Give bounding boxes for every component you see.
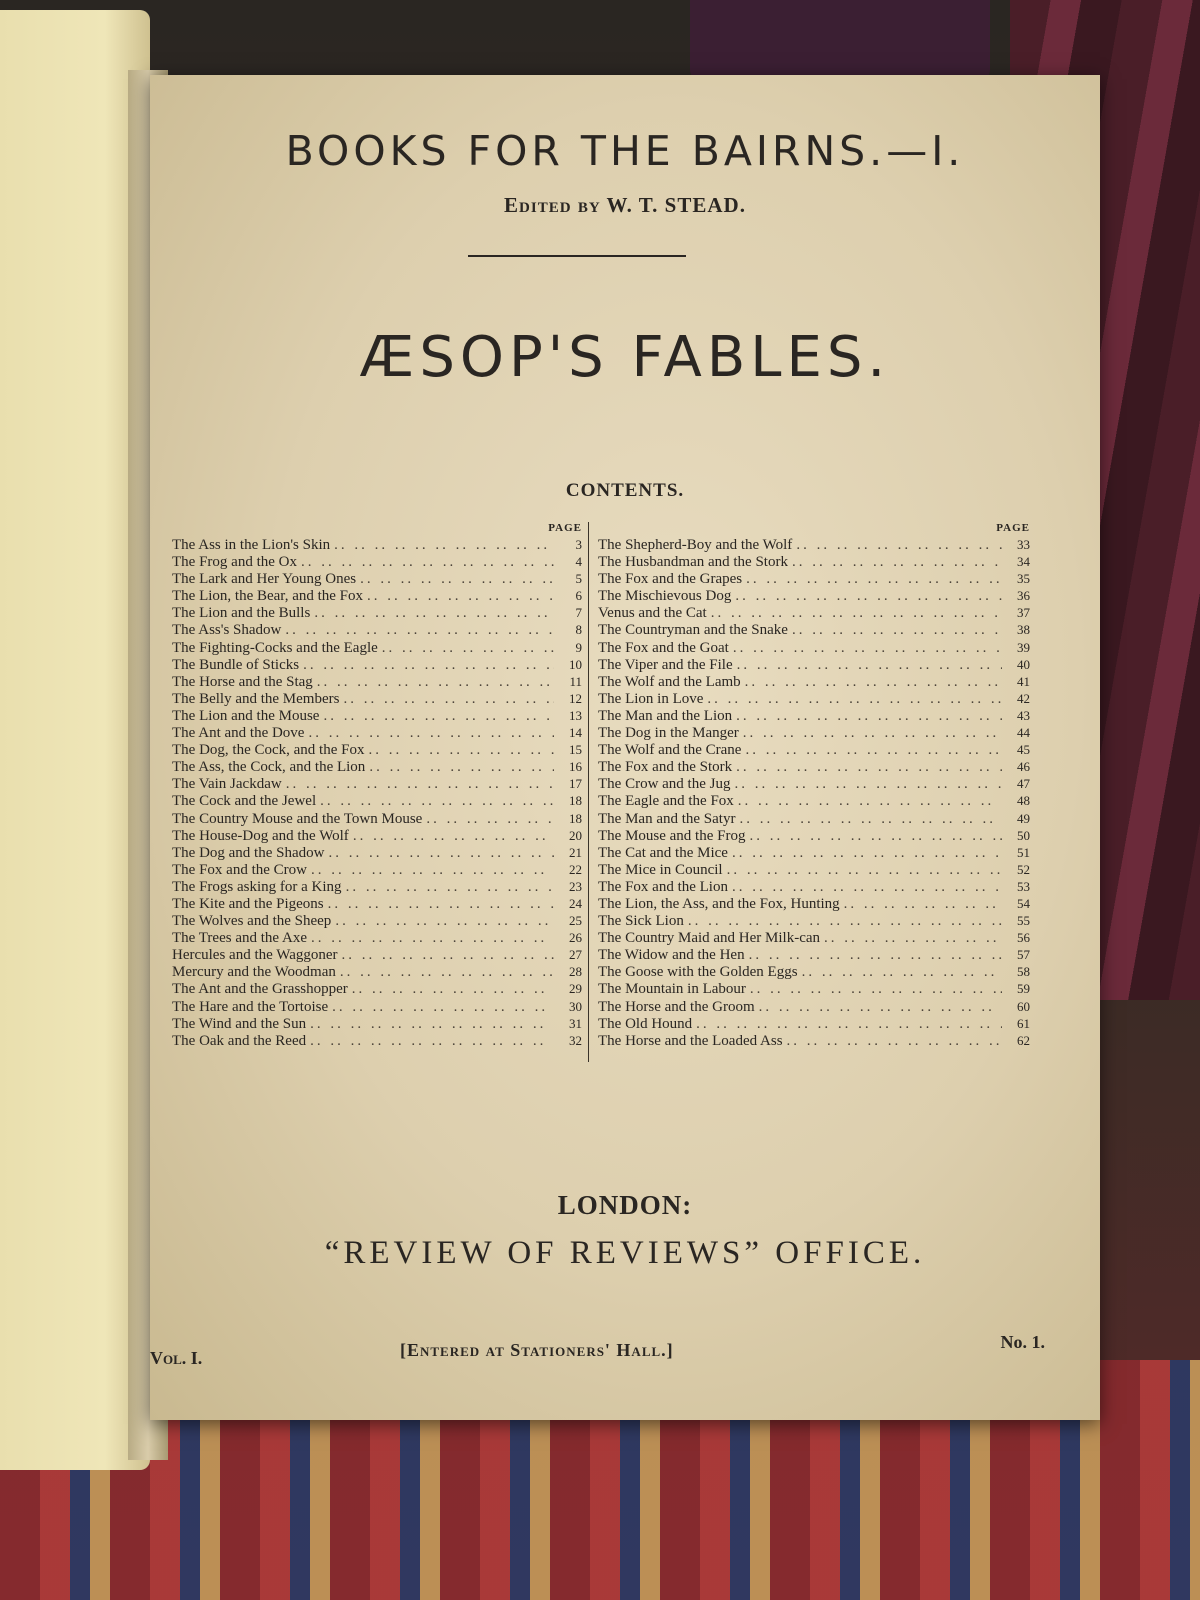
entry-page: 24	[569, 895, 582, 911]
contents-entry	[598, 946, 1030, 963]
volume-label: Vol. I.	[150, 1348, 203, 1368]
contents-entry	[598, 724, 1030, 741]
issue-number: No. 1.	[1000, 1332, 1045, 1352]
entry-page: 28	[569, 964, 582, 980]
entry-page: 10	[569, 656, 582, 672]
contents-entry	[598, 690, 1030, 707]
leader-dots	[320, 793, 554, 810]
entry-title: The House-Dog and the Wolf	[172, 827, 349, 844]
contents-entry	[172, 639, 582, 656]
contents-entry	[598, 895, 1030, 912]
contents-entry	[598, 912, 1030, 929]
leader-dots	[844, 896, 1002, 913]
contents-entry	[598, 998, 1030, 1015]
entry-page: 16	[569, 759, 582, 775]
entry-title: The Oak and the Reed	[172, 1032, 307, 1049]
page-column-label: PAGE	[996, 522, 1030, 534]
leader-dots	[310, 1033, 554, 1050]
entry-title: The Fox and the Stork	[598, 759, 733, 776]
entry-title: The Wolves and the Sheep	[172, 913, 332, 930]
leader-dots	[732, 845, 1002, 862]
leader-dots	[746, 571, 1002, 588]
entry-title: The Frog and the Ox	[172, 554, 297, 571]
entry-page: 41	[1017, 673, 1030, 689]
leader-dots	[745, 742, 1002, 759]
entry-page: 48	[1017, 793, 1030, 809]
contents-entry	[598, 604, 1030, 621]
entry-page: 33	[1017, 537, 1030, 552]
entry-title: The Ant and the Dove	[172, 725, 305, 742]
entry-title: The Cock and the Jewel	[172, 793, 317, 810]
leader-dots	[732, 879, 1002, 896]
contents-entry	[172, 980, 582, 997]
entry-title: The Frogs asking for a King	[172, 878, 342, 895]
entry-title: The Fox and the Goat	[598, 639, 729, 656]
leader-dots	[314, 605, 554, 622]
contents-entry	[598, 621, 1030, 638]
contents-entry	[172, 741, 582, 758]
entry-title: The Hare and the Tortoise	[172, 998, 329, 1015]
entry-title: The Country Maid and Her Milk-can	[598, 930, 821, 947]
leader-dots	[734, 776, 1002, 793]
contents-entry	[172, 587, 582, 604]
entry-page: 50	[1017, 827, 1030, 843]
leader-dots	[332, 999, 554, 1016]
contents-entry	[172, 998, 582, 1015]
contents-entry	[172, 724, 582, 741]
contents-entry	[598, 980, 1030, 997]
entry-title: The Ant and the Grasshopper	[172, 981, 348, 998]
leader-dots	[369, 759, 554, 776]
leader-dots	[736, 708, 1002, 725]
contents-entry	[598, 929, 1030, 946]
entry-title: The Dog and the Shadow	[172, 844, 325, 861]
contents-left-column	[172, 522, 582, 1049]
entry-title: The Lion and the Bulls	[172, 605, 311, 622]
leader-dots	[286, 776, 554, 793]
entry-title: The Fox and the Crow	[172, 861, 307, 878]
contents-entry	[172, 844, 582, 861]
leader-dots	[368, 742, 554, 759]
leader-dots	[328, 896, 554, 913]
contents-entry	[598, 792, 1030, 809]
leader-dots	[733, 640, 1002, 657]
entered-note: [Entered at Stationers' Hall.]	[400, 1340, 674, 1360]
contents-entry	[172, 758, 582, 775]
entry-title: The Lion and the Mouse	[172, 707, 320, 724]
book-title: ÆSOP'S FABLES.	[359, 325, 891, 390]
entry-page: 9	[575, 639, 582, 655]
entry-title: The Mountain in Labour	[598, 981, 746, 998]
leader-dots	[736, 759, 1002, 776]
leader-dots	[796, 537, 1002, 554]
leader-dots	[382, 640, 554, 657]
entry-title: The Dog in the Manger	[598, 725, 739, 742]
contents-entry	[172, 878, 582, 895]
contents-entry	[172, 621, 582, 638]
contents-entry	[598, 673, 1030, 690]
entry-title: The Wind and the Sun	[172, 1015, 307, 1032]
entry-title: The Ass in the Lion's Skin	[172, 537, 331, 553]
leader-dots	[343, 691, 554, 708]
leader-dots	[739, 811, 1002, 828]
entry-title: The Fighting-Cocks and the Eagle	[172, 639, 378, 656]
entry-page: 37	[1017, 605, 1030, 621]
entry-page: 34	[1017, 554, 1030, 570]
entry-title: The Dog, the Cock, and the Fox	[172, 742, 365, 759]
leader-dots	[792, 554, 1002, 571]
entry-page: 21	[569, 844, 582, 860]
entry-page: 8	[575, 622, 582, 638]
leader-dots	[335, 913, 554, 930]
title-rule	[468, 255, 686, 257]
entry-page: 11	[569, 673, 582, 689]
entry-title: The Fox and the Grapes	[598, 571, 743, 588]
leader-dots	[749, 828, 1002, 845]
leader-dots	[738, 793, 1002, 810]
entry-page: 61	[1017, 1015, 1030, 1031]
leader-dots	[737, 657, 1002, 674]
leader-dots	[317, 674, 554, 691]
entry-page: 57	[1017, 947, 1030, 963]
entry-title: The Widow and the Hen	[598, 947, 745, 964]
leader-dots	[707, 691, 1002, 708]
entry-title: The Man and the Lion	[598, 707, 733, 724]
entry-page: 62	[1017, 1032, 1030, 1048]
entry-title: The Shepherd-Boy and the Wolf	[598, 537, 793, 553]
entry-title: The Old Hound	[598, 1015, 693, 1032]
entry-page: 35	[1017, 571, 1030, 587]
entry-page: 27	[569, 947, 582, 963]
entry-page: 17	[569, 776, 582, 792]
entry-title: The Lion in Love	[598, 690, 704, 707]
entry-page: 12	[569, 690, 582, 706]
leader-dots	[711, 605, 1002, 622]
entry-page: 43	[1017, 707, 1030, 723]
leader-dots	[352, 981, 554, 998]
leader-dots	[759, 999, 1002, 1016]
entry-page: 7	[575, 605, 582, 621]
entry-page: 54	[1017, 895, 1030, 911]
leader-dots	[342, 947, 554, 964]
background-book	[690, 0, 990, 80]
contents-entry	[598, 963, 1030, 980]
entry-title: The Wolf and the Lamb	[598, 673, 741, 690]
entry-title: Venus and the Cat	[598, 605, 707, 622]
entry-title: The Ass, the Cock, and the Lion	[172, 759, 366, 776]
leader-dots	[360, 571, 554, 588]
entry-title: The Belly and the Members	[172, 690, 340, 707]
leader-dots	[328, 845, 554, 862]
contents-entry	[598, 758, 1030, 775]
contents-entry	[598, 553, 1030, 570]
contents-heading: CONTENTS.	[565, 480, 685, 501]
contents-entry	[172, 912, 582, 929]
contents-entry	[172, 895, 582, 912]
contents-entry	[598, 844, 1030, 861]
leader-dots	[334, 537, 554, 554]
entry-page: 36	[1017, 588, 1030, 604]
contents-entry	[172, 929, 582, 946]
entry-page: 15	[569, 742, 582, 758]
leader-dots	[426, 811, 554, 828]
leader-dots	[310, 1016, 554, 1033]
contents-entry	[172, 775, 582, 792]
entry-title: The Kite and the Pigeons	[172, 895, 324, 912]
contents-right-column	[598, 522, 1030, 1049]
contents-entry	[172, 604, 582, 621]
contents-entry	[172, 827, 582, 844]
contents-entry	[172, 792, 582, 809]
leader-dots	[340, 964, 554, 981]
leader-dots	[311, 862, 554, 879]
contents-entry	[598, 1032, 1030, 1049]
entry-page: 13	[569, 707, 582, 723]
entry-title: The Mischievous Dog	[598, 588, 732, 605]
editor-line: Edited by W. T. STEAD.	[504, 193, 746, 217]
entry-page: 18	[569, 793, 582, 809]
entry-title: The Lark and Her Young Ones	[172, 571, 357, 588]
entry-page: 59	[1017, 981, 1030, 997]
leader-dots	[727, 862, 1002, 879]
series-title: BOOKS FOR THE BAIRNS.—I.	[285, 127, 965, 175]
entry-title: The Bundle of Sticks	[172, 656, 300, 673]
leader-dots	[323, 708, 554, 725]
entry-title: The Mouse and the Frog	[598, 827, 746, 844]
entry-title: The Horse and the Loaded Ass	[598, 1032, 783, 1049]
contents-entry	[598, 1015, 1030, 1032]
contents-entry	[172, 1015, 582, 1032]
entry-page: 39	[1017, 639, 1030, 655]
leader-dots	[311, 930, 554, 947]
entry-title: The Horse and the Groom	[598, 998, 755, 1015]
contents-entry	[598, 707, 1030, 724]
entry-page: 31	[569, 1015, 582, 1031]
contents-entry	[172, 707, 582, 724]
leader-dots	[745, 674, 1002, 691]
leader-dots	[346, 879, 554, 896]
imprint-city: LONDON:	[557, 1190, 693, 1220]
leader-dots	[308, 725, 554, 742]
column-divider	[588, 522, 589, 1062]
contents-entry	[172, 553, 582, 570]
entry-page: 40	[1017, 656, 1030, 672]
entry-title: The Viper and the File	[598, 656, 733, 673]
entry-title: The Ass's Shadow	[172, 622, 282, 639]
entry-title: The Lion, the Ass, and the Fox, Hunting	[598, 895, 840, 912]
leader-dots	[353, 828, 554, 845]
entry-page: 47	[1017, 776, 1030, 792]
contents-entry	[598, 741, 1030, 758]
entry-title: The Horse and the Stag	[172, 673, 313, 690]
entry-title: The Crow and the Jug	[598, 776, 731, 793]
contents-entry	[172, 673, 582, 690]
contents-entry	[172, 1032, 582, 1049]
entry-title: Hercules and the Waggoner	[172, 947, 338, 964]
entry-title: The Fox and the Lion	[598, 878, 728, 895]
entry-page: 44	[1017, 725, 1030, 741]
entry-page: 45	[1017, 742, 1030, 758]
entry-title: The Sick Lion	[598, 913, 684, 930]
entry-page: 42	[1017, 690, 1030, 706]
entry-page: 53	[1017, 878, 1030, 894]
leader-dots	[688, 913, 1002, 930]
contents-entry	[172, 656, 582, 673]
entry-page: 29	[569, 981, 582, 997]
entry-page: 20	[569, 827, 582, 843]
entry-title: The Lion, the Bear, and the Fox	[172, 588, 364, 605]
entry-page: 38	[1017, 622, 1030, 638]
entry-title: Mercury and the Woodman	[172, 964, 336, 981]
entry-title: The Country Mouse and the Town Mouse	[172, 810, 423, 827]
contents-entry	[172, 861, 582, 878]
page-footer	[150, 1332, 1100, 1370]
leader-dots	[735, 588, 1002, 605]
entry-title: The Mice in Council	[598, 861, 723, 878]
entry-page: 52	[1017, 861, 1030, 877]
entry-page: 25	[569, 913, 582, 929]
entry-page: 4	[575, 554, 582, 570]
entry-title: The Man and the Satyr	[598, 810, 736, 827]
leader-dots	[824, 930, 1002, 947]
contents-entry	[598, 570, 1030, 587]
entry-page: 18	[569, 810, 582, 826]
entry-page: 55	[1017, 913, 1030, 929]
leader-dots	[696, 1016, 1002, 1033]
entry-title: The Vain Jackdaw	[172, 776, 282, 793]
contents-entry	[598, 639, 1030, 656]
imprint-publisher: “REVIEW OF REVIEWS” OFFICE.	[324, 1235, 926, 1271]
entry-page: 60	[1017, 998, 1030, 1014]
contents-entry	[598, 827, 1030, 844]
leader-dots	[750, 981, 1002, 998]
entry-title: The Countryman and the Snake	[598, 622, 788, 639]
leader-dots	[743, 725, 1002, 742]
entry-page: 5	[575, 571, 582, 587]
leader-dots	[787, 1033, 1002, 1050]
leader-dots	[792, 622, 1002, 639]
contents-entry	[598, 810, 1030, 827]
entry-page: 51	[1017, 844, 1030, 860]
title-page	[150, 75, 1100, 1420]
page-column-label: PAGE	[548, 522, 582, 534]
leader-dots	[303, 657, 554, 674]
entry-title: The Eagle and the Fox	[598, 793, 734, 810]
entry-title: The Wolf and the Crane	[598, 742, 742, 759]
contents-entry	[598, 536, 1030, 553]
entry-page: 23	[569, 878, 582, 894]
entry-page: 49	[1017, 810, 1030, 826]
entry-page: 3	[575, 537, 582, 552]
leader-dots	[802, 964, 1002, 981]
leader-dots	[367, 588, 554, 605]
entry-page: 22	[569, 861, 582, 877]
contents-entry	[598, 775, 1030, 792]
contents-entry	[172, 810, 582, 827]
entry-page: 14	[569, 725, 582, 741]
entry-title: The Cat and the Mice	[598, 844, 728, 861]
entry-page: 26	[569, 930, 582, 946]
entry-page: 30	[569, 998, 582, 1014]
entry-title: The Trees and the Axe	[172, 930, 307, 947]
leader-dots	[301, 554, 554, 571]
leader-dots	[285, 622, 554, 639]
contents-entry	[172, 946, 582, 963]
entry-page: 32	[569, 1032, 582, 1048]
entry-title: The Husbandman and the Stork	[598, 554, 788, 571]
contents-entry	[598, 861, 1030, 878]
entry-page: 46	[1017, 759, 1030, 775]
entry-title: The Goose with the Golden Eggs	[598, 964, 798, 981]
contents-entry	[172, 690, 582, 707]
leader-dots	[749, 947, 1002, 964]
contents-entry	[598, 587, 1030, 604]
entry-page: 58	[1017, 964, 1030, 980]
contents-entry	[172, 570, 582, 587]
contents-entry	[598, 656, 1030, 673]
contents-entry	[598, 878, 1030, 895]
entry-page: 56	[1017, 930, 1030, 946]
contents-entry	[172, 536, 582, 553]
entry-page: 6	[575, 588, 582, 604]
contents-entry	[172, 963, 582, 980]
